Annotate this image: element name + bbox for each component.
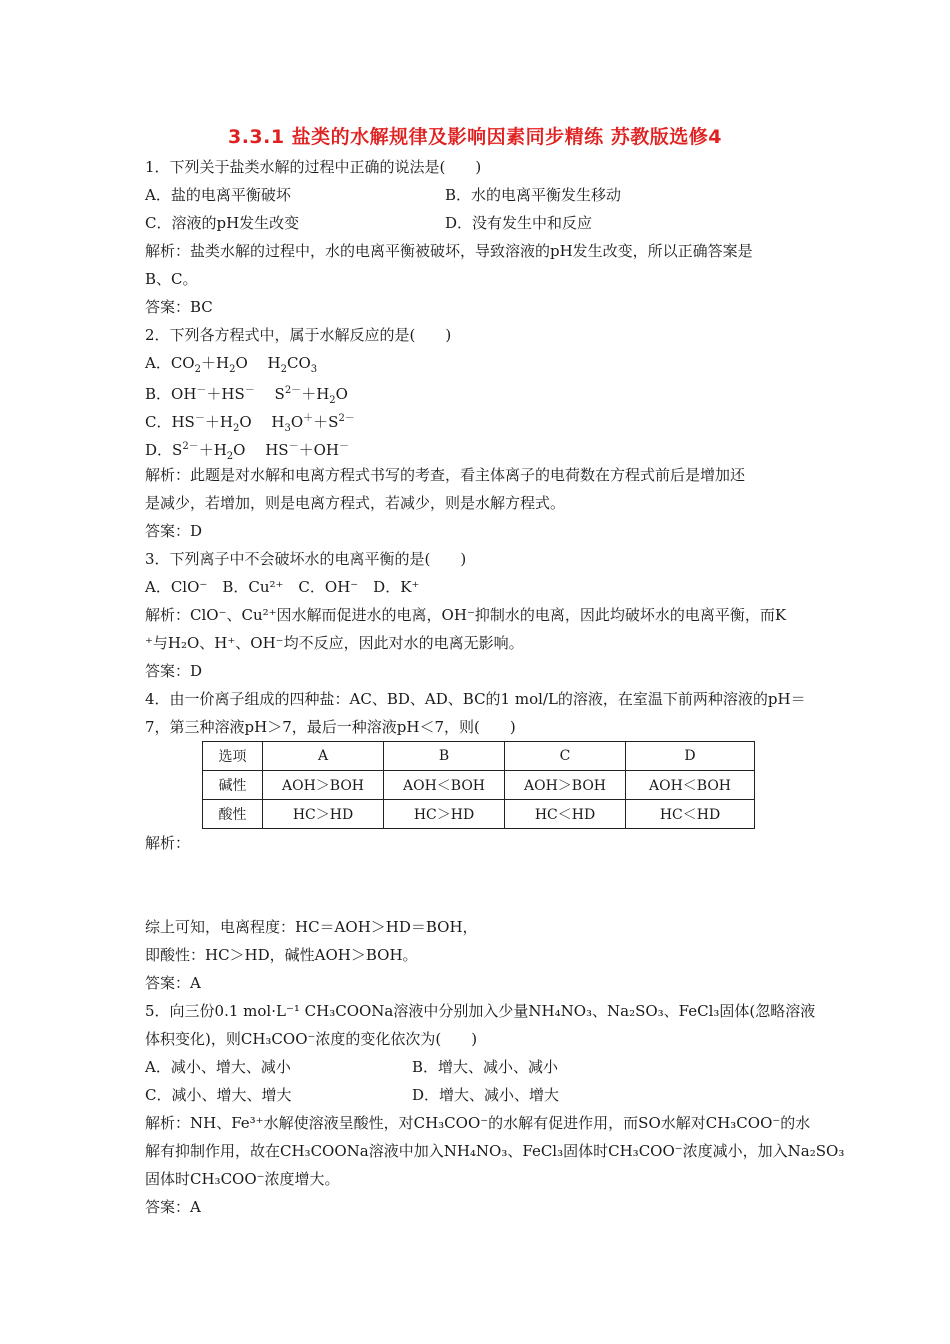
- q4-answer: 答案：A: [145, 974, 201, 992]
- q4-conclusion-line-1: 综上可知，电离程度：HC＝AOH＞HD＝BOH，: [145, 918, 478, 936]
- question-5-stem-line-2: 体积变化)，则CH₃COO⁻浓度的变化依次为( ): [145, 1030, 478, 1048]
- q2-option-b: B．OH－＋HS－ $S^{2-}+H_2O$: [145, 385, 348, 406]
- table-cell: HC＞HD: [263, 800, 384, 829]
- table-cell: HC＜HD: [505, 800, 626, 829]
- q2-answer: 答案：D: [145, 522, 203, 540]
- question-4-stem-line-1: 4．由一价离子组成的四种盐：AC、BD、AD、BC的1 mol/L的溶液，在室温下前两种溶液的pH＝: [145, 690, 806, 708]
- q5-option-b: B．增大、减小、减小: [412, 1058, 559, 1076]
- table-cell: A: [263, 742, 384, 771]
- q5-analysis-line-2: 解有抑制作用，故在CH₃COONa溶液中加入NH₄NO₃、FeCl₃固体时CH₃COO⁻浓度减小，加入Na₂SO₃: [145, 1142, 845, 1160]
- page-title: 3.3.1 盐类的水解规律及影响因素同步精练 苏教版选修4: [227, 126, 723, 148]
- table-cell: AOH＞BOH: [263, 771, 384, 800]
- q2-option-d: D．$S^{2-}+H_2O$ HS－＋OH－: [145, 441, 349, 462]
- q3-options: A．ClO⁻ B．Cu²⁺ C．OH⁻ D．K⁺: [145, 578, 420, 596]
- q1-option-b: B．水的电离平衡发生移动: [445, 186, 622, 204]
- q2-analysis-line-1: 解析：此题是对水解和电离方程式书写的考查，看主体离子的电荷数在方程式前后是增加还: [145, 466, 746, 484]
- q3-analysis-line-1: 解析：ClO⁻、Cu²⁺因水解而促进水的电离，OH⁻抑制水的电离，因此均破坏水的电离平衡，而K: [145, 606, 787, 624]
- question-1-stem: 1．下列关于盐类水解的过程中正确的说法是( ): [145, 158, 482, 176]
- q5-answer: 答案：A: [145, 1198, 201, 1216]
- q2-analysis-line-2: 是减少，若增加，则是电离方程式，若减少，则是水解方程式。: [145, 494, 566, 512]
- q3-answer: 答案：D: [145, 662, 203, 680]
- table-cell: AOH＜BOH: [626, 771, 755, 800]
- q1-option-d: D．没有发生中和反应: [445, 214, 593, 232]
- q5-option-c: C．减小、增大、增大: [145, 1086, 292, 1104]
- table-cell: C: [505, 742, 626, 771]
- q5-analysis-line-3: 固体时CH₃COO⁻浓度增大。: [145, 1170, 340, 1188]
- q1-analysis-line-2: B、C。: [145, 270, 198, 288]
- question-4-stem-line-2: 7，第三种溶液pH＞7，最后一种溶液pH＜7，则( ): [145, 718, 516, 736]
- question-5-stem-line-1: 5．向三份0.1 mol·L⁻¹ CH₃COONa溶液中分别加入少量NH₄NO₃、Na₂SO₃、FeCl₃固体(忽略溶液: [145, 1002, 816, 1020]
- table-cell: 碱性: [203, 771, 263, 800]
- q5-option-d: D．增大、减小、增大: [412, 1086, 560, 1104]
- q1-option-c: C．溶液的pH发生改变: [145, 214, 300, 232]
- q1-analysis-line-1: 解析：盐类水解的过程中，水的电离平衡被破坏，导致溶液的pH发生改变，所以正确答案是: [145, 242, 753, 260]
- table-row: [203, 771, 755, 800]
- table-cell: HC＞HD: [384, 800, 505, 829]
- q1-option-a: A．盐的电离平衡破坏: [145, 186, 291, 204]
- table-cell: AOH＜BOH: [384, 771, 505, 800]
- table-cell: 酸性: [203, 800, 263, 829]
- table-row: [203, 742, 755, 771]
- q5-analysis-line-1: 解析：NH、Fe³⁺水解使溶液呈酸性，对CH₃COO⁻的水解有促进作用，而SO水解对CH₃COO⁻的水: [145, 1114, 811, 1132]
- q3-analysis-line-2: ⁺与H₂O、H⁺、OH⁻均不反应，因此对水的电离无影响。: [145, 634, 524, 652]
- table-cell: AOH＞BOH: [505, 771, 626, 800]
- question-3-stem: 3．下列离子中不会破坏水的电离平衡的是( ): [145, 550, 467, 568]
- q2-option-a: A．$CO_2+H_2O$ $H_2CO_3$: [145, 354, 318, 375]
- table-row: [203, 800, 755, 829]
- table-cell: HC＜HD: [626, 800, 755, 829]
- table-cell: B: [384, 742, 505, 771]
- q4-conclusion-line-2: 即酸性：HC＞HD，碱性AOH＞BOH。: [145, 946, 418, 964]
- q1-answer: 答案：BC: [145, 298, 213, 316]
- table-cell: D: [626, 742, 755, 771]
- q4-options-table: [202, 741, 755, 829]
- q4-analysis-label: 解析：: [145, 834, 191, 852]
- question-2-stem: 2．下列各方程式中，属于水解反应的是( ): [145, 326, 452, 344]
- table-cell: 选项: [203, 742, 263, 771]
- q2-option-c: C．$HS^-+H_2O$ $H_3O^++S^{2-}$: [145, 413, 355, 434]
- q5-option-a: A．减小、增大、减小: [145, 1058, 291, 1076]
